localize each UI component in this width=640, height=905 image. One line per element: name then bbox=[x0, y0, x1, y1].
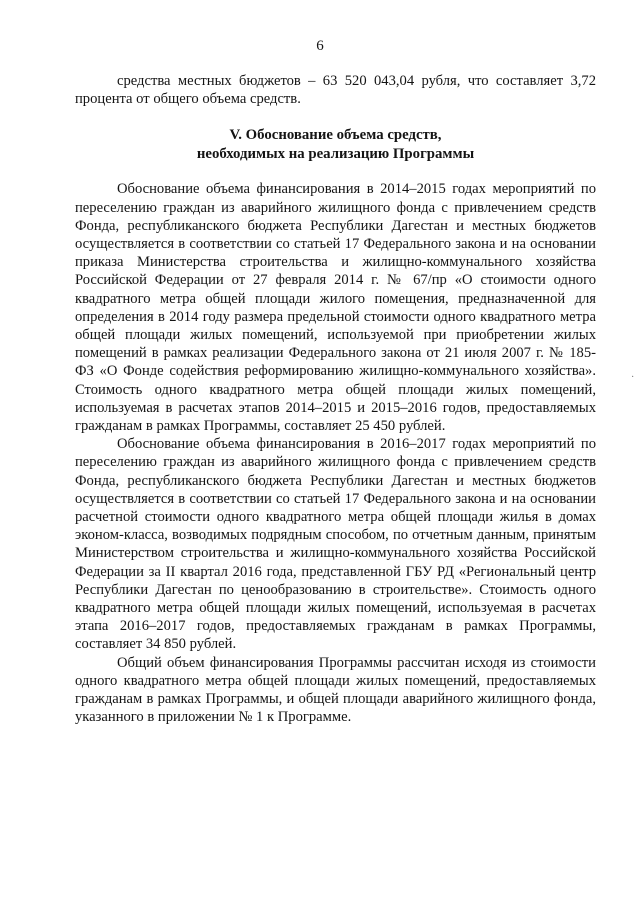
paragraph-total-financing: Общий объем финансирования Программы рассчитан исходя из стоимости одного квадратного метра общей площади жилых помещений, предоставляемых гражданам в рамках Программы, и общей площади аварийного жилищного фонда, указанного в приложении № 1 к Программе. bbox=[75, 654, 596, 726]
document-body bbox=[75, 72, 596, 727]
intro-paragraph: средства местных бюджетов – 63 520 043,04 рубля, что составляет 3,72 процента от общего объема средств. bbox=[75, 73, 596, 108]
section-heading bbox=[75, 126, 596, 163]
margin-mark: · bbox=[631, 372, 635, 383]
page-number: 6 bbox=[316, 38, 324, 54]
section-heading-line-2: необходимых на реализацию Программы bbox=[196, 145, 475, 162]
section-heading-line-1: V. Обоснование объема средств, bbox=[229, 127, 442, 144]
paragraph-financing-2016-2017: Обоснование объема финансирования в 2016–2017 годах мероприятий по переселению граждан из аварийного жилищного фонда с привлечением средств Фонда, республиканского бюджета Республики Дагестан и местных бюджетов осуществляется в соответствии со статьей 17 Федерального закона и на основании расчетной стоимости одного квадратного метра общей площади жилья в домах эконом-класса, возводимых подрядным способом, по отчетным данным, принятым Министерством строительства и жилищно-коммунального хозяйства Российской Федерации за II квартал 2016 года, представленной ГБУ РД «Региональный центр Республики Дагестан по ценообразованию в строительстве». Стоимость одного квадратного метра общей площади жилых помещений, используемая в расчетах этапа 2016–2017 годов, предоставляемых гражданам в рамках Программы, составляет 34 850 рублей. bbox=[75, 436, 596, 653]
paragraph-financing-2014-2015: Обоснование объема финансирования в 2014–2015 годах мероприятий по переселению граждан из аварийного жилищного фонда с привлечением средств Фонда, республиканского бюджета Республики Дагестан и местных бюджетов осуществляется в соответствии со статьей 17 Федерального закона и на основании приказа Министерства строительства и жилищно-коммунального хозяйства Российской Федерации от 27 февраля 2014 г. № 67/пр «О стоимости одного квадратного метра общей площади жилого помещения, предназначенной для определения в 2014 году размера предельной стоимости одного квадратного метра общей площади жилых помещений, используемой при приобретении жилых помещений в рамках реализации Федерального закона от 21 июля 2007 г. № 185-ФЗ «О Фонде содействия реформированию жилищно-коммунального хозяйства». Стоимость одного квадратного метра общей площади жилых помещений, используемая в расчетах этапов 2014–2015 и 2015–2016 годов, предоставляемых гражданам в рамках Программы, составляет 25 450 рублей. bbox=[75, 181, 596, 435]
